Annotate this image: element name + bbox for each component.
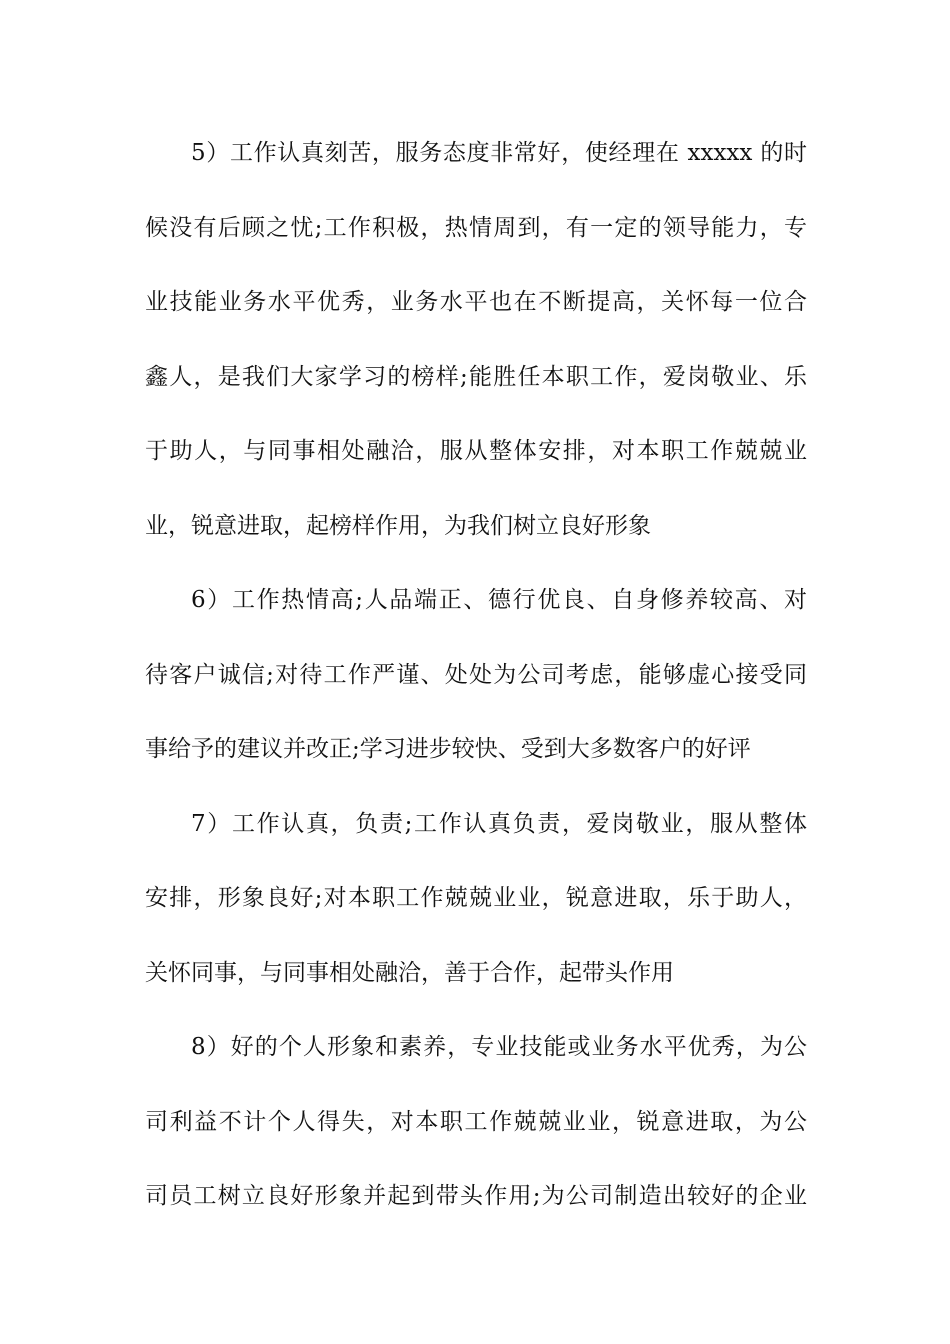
- paragraph-5-line-1: 5）工作认真刻苦，服务态度非常好，使经理在 xxxxx 的时: [191, 140, 807, 166]
- paragraph-5-line-2: 候没有后顾之忧;工作积极，热情周到，有一定的领导能力，专: [145, 214, 807, 241]
- paragraph-6-line-1: 6）工作热情高;人品端正、德行优良、自身修养较高、对: [191, 587, 807, 613]
- paragraph-7-line-2: 安排，形象良好;对本职工作兢兢业业，锐意进取，乐于助人，: [145, 885, 807, 911]
- paragraph-7-line-3: 关怀同事，与同事相处融洽，善于合作，起带头作用: [145, 959, 674, 986]
- paragraph-6-line-2: 待客户诚信;对待工作严谨、处处为公司考虑，能够虚心接受同: [145, 661, 807, 688]
- paragraph-6-line-3: 事给予的建议并改正;学习进步较快、受到大多数客户的好评: [145, 736, 751, 762]
- paragraph-7-line-1: 7）工作认真，负责;工作认真负责，爱岗敬业，服从整体: [191, 810, 807, 837]
- paragraph-5-line-4: 鑫人，是我们大家学习的榜样;能胜任本职工作，爱岗敬业、乐: [145, 363, 807, 390]
- paragraph-5-line-3: 业技能业务水平优秀，业务水平也在不断提高，关怀每一位合: [145, 289, 807, 315]
- paragraph-5-line-6: 业，锐意进取，起榜样作用，为我们树立良好形象: [145, 512, 651, 539]
- paragraph-8-line-3: 司员工树立良好形象并起到带头作用;为公司制造出较好的企业: [145, 1183, 807, 1209]
- paragraph-8-line-2: 司利益不计个人得失，对本职工作兢兢业业，锐意进取，为公: [145, 1108, 807, 1135]
- document-body: [145, 128, 807, 1246]
- paragraph-8-line-1: 8）好的个人形象和素养，专业技能或业务水平优秀，为公: [191, 1034, 807, 1060]
- paragraph-5-line-5: 于助人，与同事相处融洽，服从整体安排，对本职工作兢兢业: [145, 438, 807, 464]
